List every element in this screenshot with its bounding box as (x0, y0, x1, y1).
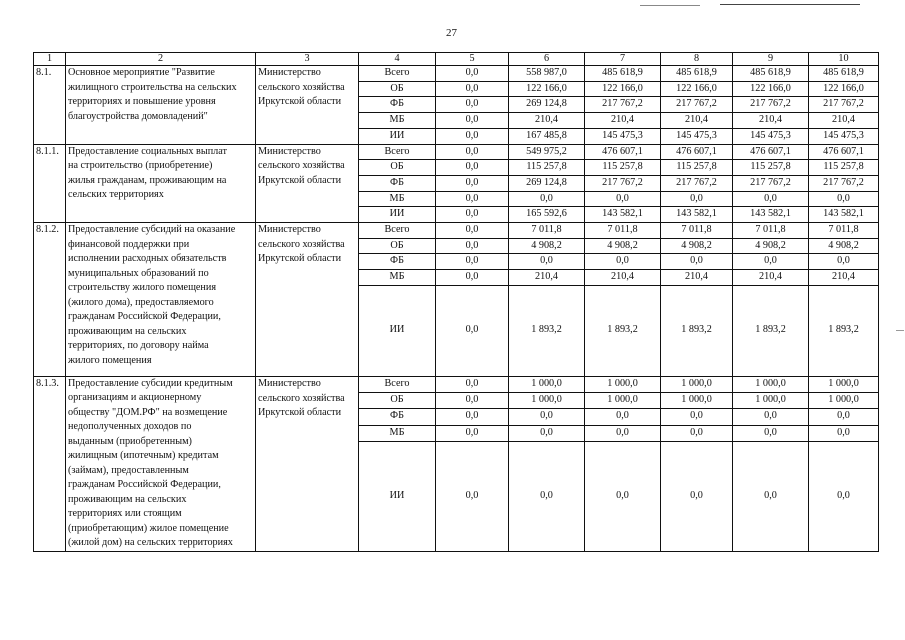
amount-cell: 0,0 (436, 175, 509, 191)
description-line: территориях, по договору найма (68, 340, 209, 352)
amount-cell: 1 000,0 (509, 376, 585, 392)
table-row (34, 376, 879, 392)
description-line: (займам), предоставленным (68, 464, 189, 476)
description-line: исполнении расходных обязательств (68, 253, 227, 265)
table-row (34, 66, 879, 82)
amount-cell: 115 257,8 (809, 160, 879, 176)
funding-source: МБ (359, 270, 436, 286)
amount-cell: 476 607,1 (661, 144, 733, 160)
amount-cell: 210,4 (809, 113, 879, 129)
amount-cell: 0,0 (733, 191, 809, 207)
funding-source: ОБ (359, 160, 436, 176)
amount-cell: 145 475,3 (661, 128, 733, 144)
amount-cell: 217 767,2 (661, 175, 733, 191)
amount-cell: 143 582,1 (585, 207, 661, 223)
description-line: благоустройства домовладений" (68, 110, 208, 122)
amount-cell: 269 124,8 (509, 97, 585, 113)
amount-cell: 0,0 (436, 144, 509, 160)
amount-cell: 210,4 (661, 270, 733, 286)
amount-cell: 122 166,0 (509, 81, 585, 97)
amount-cell: 1 893,2 (733, 285, 809, 376)
funding-source: ИИ (359, 207, 436, 223)
funding-source: ФБ (359, 409, 436, 425)
amount-cell: 0,0 (661, 191, 733, 207)
amount-cell: 0,0 (509, 254, 585, 270)
amount-cell: 549 975,2 (509, 144, 585, 160)
amount-cell: 0,0 (733, 425, 809, 441)
responsible-org (256, 66, 359, 145)
org-line: Министерство (258, 377, 321, 389)
amount-cell: 217 767,2 (809, 175, 879, 191)
amount-cell: 1 000,0 (733, 376, 809, 392)
funding-source: МБ (359, 425, 436, 441)
funding-source: Всего (359, 376, 436, 392)
amount-cell: 1 893,2 (661, 285, 733, 376)
description-line: территориях или стоящим (68, 508, 182, 520)
amount-cell: 217 767,2 (661, 97, 733, 113)
amount-cell: 115 257,8 (733, 160, 809, 176)
column-header: 9 (733, 53, 809, 66)
amount-cell: 0,0 (509, 409, 585, 425)
amount-cell: 1 000,0 (509, 393, 585, 409)
amount-cell: 0,0 (661, 254, 733, 270)
description-line: жилья гражданам, проживающим на (68, 174, 227, 186)
funding-source: ОБ (359, 393, 436, 409)
column-header: 2 (66, 53, 256, 66)
amount-cell: 0,0 (733, 409, 809, 425)
header-row (34, 53, 879, 66)
column-header: 10 (809, 53, 879, 66)
amount-cell: 210,4 (809, 270, 879, 286)
description-line: гражданам Российской Федерации, (68, 311, 221, 323)
amount-cell: 1 893,2 (585, 285, 661, 376)
description-line: Предоставление субсидии кредитным (68, 377, 233, 389)
description-line: проживающим на сельских (68, 325, 187, 337)
amount-cell: 143 582,1 (661, 207, 733, 223)
funding-source: ИИ (359, 441, 436, 551)
description-line: организациям и акционерному (68, 392, 202, 404)
scan-artifact (720, 4, 860, 5)
amount-cell: 0,0 (509, 425, 585, 441)
amount-cell: 0,0 (436, 425, 509, 441)
description-line: жилищным (ипотечным) кредитам (68, 450, 219, 462)
item-number: 8.1. (34, 66, 66, 145)
page-number: 27 (446, 27, 457, 39)
amount-cell: 115 257,8 (509, 160, 585, 176)
amount-cell: 1 000,0 (733, 393, 809, 409)
amount-cell: 122 166,0 (585, 81, 661, 97)
amount-cell: 0,0 (436, 113, 509, 129)
responsible-org (256, 376, 359, 551)
amount-cell: 143 582,1 (809, 207, 879, 223)
budget-table (33, 52, 879, 552)
amount-cell: 1 000,0 (809, 393, 879, 409)
description-line: (приобретающим) жилое помещение (68, 522, 229, 534)
amount-cell: 0,0 (809, 191, 879, 207)
funding-source: МБ (359, 191, 436, 207)
amount-cell: 217 767,2 (733, 97, 809, 113)
amount-cell: 0,0 (436, 285, 509, 376)
amount-cell: 210,4 (585, 270, 661, 286)
description-line: на строительство (приобретение) (68, 160, 213, 172)
org-line: Иркутской области (258, 407, 342, 419)
description-line: обществу "ДОМ.РФ" на возмещение (68, 406, 228, 418)
amount-cell: 0,0 (436, 254, 509, 270)
amount-cell: 217 767,2 (585, 97, 661, 113)
amount-cell: 0,0 (509, 441, 585, 551)
amount-cell: 7 011,8 (733, 223, 809, 239)
funding-source: ФБ (359, 97, 436, 113)
amount-cell: 4 908,2 (733, 238, 809, 254)
org-line: Иркутской области (258, 174, 342, 186)
amount-cell: 1 000,0 (585, 393, 661, 409)
amount-cell: 7 011,8 (585, 223, 661, 239)
description-line: жилого помещения (68, 354, 152, 366)
funding-source: Всего (359, 66, 436, 82)
table-row (34, 144, 879, 160)
description-line: проживающим на сельских (68, 493, 187, 505)
item-description (66, 376, 256, 551)
item-number: 8.1.2. (34, 223, 66, 377)
amount-cell: 558 987,0 (509, 66, 585, 82)
column-header: 4 (359, 53, 436, 66)
amount-cell: 0,0 (436, 223, 509, 239)
amount-cell: 1 893,2 (509, 285, 585, 376)
amount-cell: 7 011,8 (809, 223, 879, 239)
amount-cell: 0,0 (436, 270, 509, 286)
funding-source: ИИ (359, 128, 436, 144)
funding-source: ИИ (359, 285, 436, 376)
amount-cell: 1 000,0 (585, 376, 661, 392)
amount-cell: 7 011,8 (509, 223, 585, 239)
amount-cell: 217 767,2 (585, 175, 661, 191)
amount-cell: 210,4 (733, 270, 809, 286)
item-description (66, 66, 256, 145)
amount-cell: 0,0 (436, 66, 509, 82)
amount-cell: 0,0 (509, 191, 585, 207)
item-description (66, 223, 256, 377)
description-line: (жилой дом) на сельских территориях (68, 537, 233, 549)
org-line: Иркутской области (258, 253, 342, 265)
amount-cell: 485 618,9 (733, 66, 809, 82)
amount-cell: 0,0 (436, 191, 509, 207)
amount-cell: 1 000,0 (661, 376, 733, 392)
amount-cell: 145 475,3 (733, 128, 809, 144)
org-line: сельского хозяйства (258, 238, 345, 250)
amount-cell: 210,4 (661, 113, 733, 129)
amount-cell: 0,0 (809, 409, 879, 425)
org-line: сельского хозяйства (258, 392, 345, 404)
amount-cell: 210,4 (733, 113, 809, 129)
amount-cell: 1 000,0 (661, 393, 733, 409)
item-number: 8.1.1. (34, 144, 66, 223)
amount-cell: 0,0 (436, 376, 509, 392)
funding-source: ОБ (359, 238, 436, 254)
description-line: выданным (приобретенным) (68, 435, 192, 447)
amount-cell: 476 607,1 (585, 144, 661, 160)
amount-cell: 0,0 (585, 254, 661, 270)
amount-cell: 476 607,1 (809, 144, 879, 160)
amount-cell: 217 767,2 (733, 175, 809, 191)
amount-cell: 115 257,8 (661, 160, 733, 176)
amount-cell: 0,0 (585, 441, 661, 551)
org-line: Министерство (258, 224, 321, 236)
amount-cell: 0,0 (436, 393, 509, 409)
org-line: Иркутской области (258, 96, 342, 108)
amount-cell: 0,0 (661, 409, 733, 425)
item-description (66, 144, 256, 223)
amount-cell: 122 166,0 (733, 81, 809, 97)
column-header: 5 (436, 53, 509, 66)
amount-cell: 0,0 (436, 81, 509, 97)
amount-cell: 145 475,3 (585, 128, 661, 144)
amount-cell: 143 582,1 (733, 207, 809, 223)
amount-cell: 4 908,2 (661, 238, 733, 254)
responsible-org (256, 144, 359, 223)
amount-cell: 165 592,6 (509, 207, 585, 223)
amount-cell: 4 908,2 (585, 238, 661, 254)
amount-cell: 1 893,2 (809, 285, 879, 376)
funding-source: ФБ (359, 175, 436, 191)
amount-cell: 0,0 (661, 425, 733, 441)
description-line: Предоставление социальных выплат (68, 145, 227, 157)
amount-cell: 0,0 (585, 191, 661, 207)
scan-artifact (640, 5, 700, 6)
amount-cell: 0,0 (436, 441, 509, 551)
amount-cell: 485 618,9 (585, 66, 661, 82)
description-line: жилищного строительства на сельских (68, 81, 237, 93)
org-line: сельского хозяйства (258, 81, 345, 93)
amount-cell: 0,0 (436, 238, 509, 254)
column-header: 3 (256, 53, 359, 66)
amount-cell: 145 475,3 (809, 128, 879, 144)
amount-cell: 0,0 (436, 97, 509, 113)
description-line: финансовой поддержки при (68, 238, 190, 250)
funding-source: Всего (359, 144, 436, 160)
amount-cell: 0,0 (585, 409, 661, 425)
description-line: недополученных доходов по (68, 421, 192, 433)
funding-source: ФБ (359, 254, 436, 270)
column-header: 6 (509, 53, 585, 66)
description-line: муниципальных образований по (68, 267, 209, 279)
amount-cell: 485 618,9 (809, 66, 879, 82)
amount-cell: 0,0 (436, 160, 509, 176)
scan-artifact (896, 330, 904, 331)
description-line: территориях и повышение уровня (68, 96, 216, 107)
amount-cell: 122 166,0 (809, 81, 879, 97)
amount-cell: 0,0 (436, 128, 509, 144)
amount-cell: 0,0 (661, 441, 733, 551)
description-line: Предоставление субсидий на оказание (68, 224, 236, 236)
amount-cell: 210,4 (509, 113, 585, 129)
amount-cell: 0,0 (809, 441, 879, 551)
amount-cell: 210,4 (585, 113, 661, 129)
org-line: Министерство (258, 145, 321, 157)
amount-cell: 4 908,2 (509, 238, 585, 254)
description-line: Основное мероприятие "Развитие (68, 67, 215, 78)
amount-cell: 122 166,0 (661, 81, 733, 97)
amount-cell: 210,4 (509, 270, 585, 286)
amount-cell: 0,0 (436, 207, 509, 223)
amount-cell: 115 257,8 (585, 160, 661, 176)
amount-cell: 167 485,8 (509, 128, 585, 144)
column-header: 1 (34, 53, 66, 66)
amount-cell: 0,0 (585, 425, 661, 441)
org-line: сельского хозяйства (258, 160, 345, 172)
description-line: сельских территориях (68, 189, 164, 201)
amount-cell: 0,0 (809, 425, 879, 441)
funding-source: Всего (359, 223, 436, 239)
amount-cell: 0,0 (436, 409, 509, 425)
funding-source: МБ (359, 113, 436, 129)
org-line: Министерство (258, 67, 321, 78)
amount-cell: 485 618,9 (661, 66, 733, 82)
column-header: 7 (585, 53, 661, 66)
amount-cell: 269 124,8 (509, 175, 585, 191)
table-row (34, 223, 879, 239)
responsible-org (256, 223, 359, 377)
description-line: (жилого дома), предоставляемого (68, 296, 214, 308)
description-line: гражданам Российской Федерации, (68, 479, 221, 491)
amount-cell: 1 000,0 (809, 376, 879, 392)
amount-cell: 7 011,8 (661, 223, 733, 239)
item-number: 8.1.3. (34, 376, 66, 551)
amount-cell: 0,0 (809, 254, 879, 270)
amount-cell: 0,0 (733, 441, 809, 551)
description-line: строительству жилого помещения (68, 282, 217, 294)
funding-source: ОБ (359, 81, 436, 97)
amount-cell: 4 908,2 (809, 238, 879, 254)
amount-cell: 0,0 (733, 254, 809, 270)
amount-cell: 217 767,2 (809, 97, 879, 113)
amount-cell: 476 607,1 (733, 144, 809, 160)
column-header: 8 (661, 53, 733, 66)
